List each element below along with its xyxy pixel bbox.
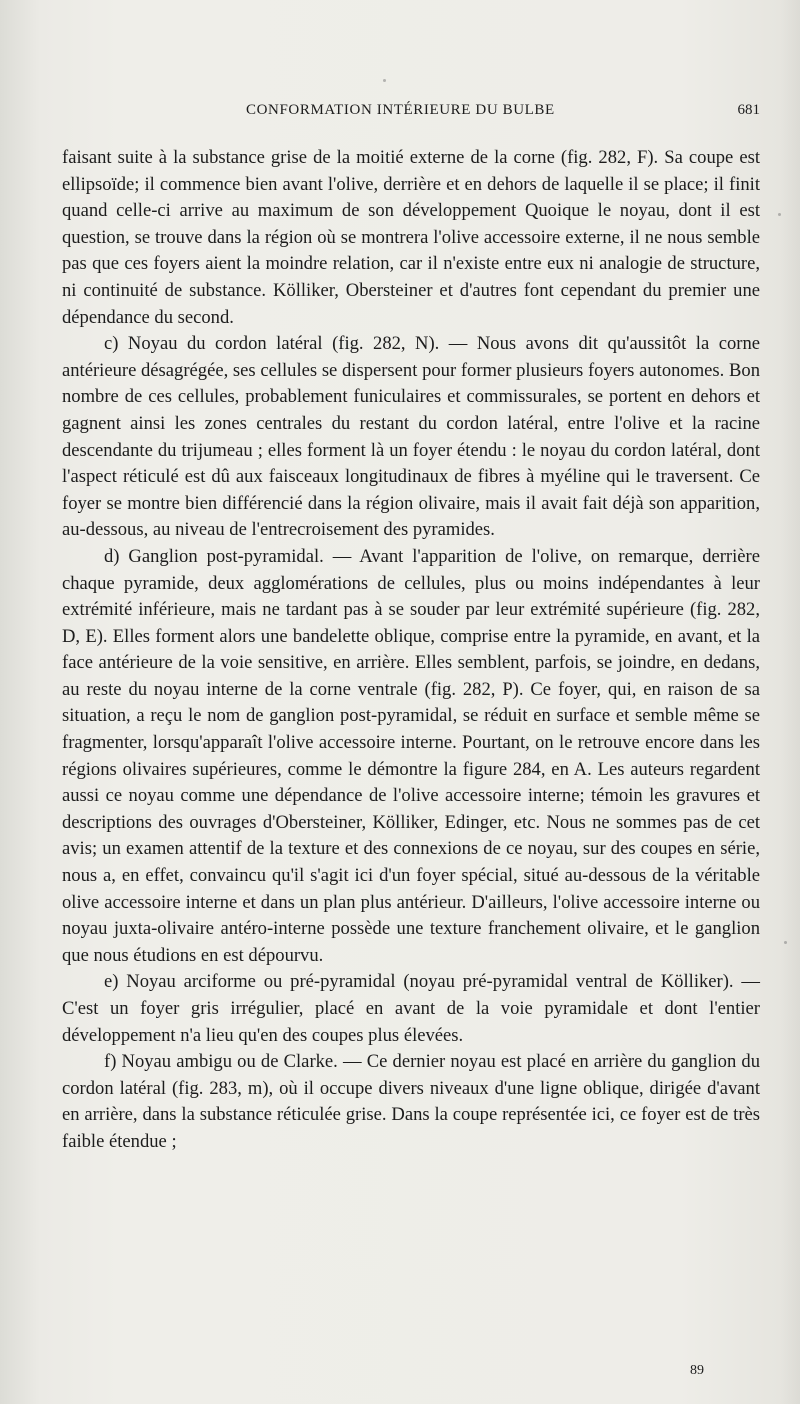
running-head: CONFORMATION INTÉRIEURE DU BULBE xyxy=(246,102,555,118)
page-number: 681 xyxy=(737,102,760,118)
page-header xyxy=(62,102,760,126)
paragraph-continuation: faisant suite à la substance grise de la moitié externe de la corne (fig. 282, F). Sa coupe est ellipsoïde; il commence bien avant l'olive, derrière et en dehors de laquelle il se place; il finit quand celle-ci arrive au maximum de son développement Quoique le noyau, dont il est question, se trouve dans la région où se montrera l'olive accessoire externe, il ne nous semble pas que ces foyers aient la moindre relation, car il n'existe entre eux ni analogie de structure, ni continuité de substance. Kölliker, Obersteiner et d'autres font cependant du premier une dépendance du second. xyxy=(62,147,760,328)
paper-speck xyxy=(778,213,781,216)
paper-speck xyxy=(383,79,386,82)
paragraph-noyau-ambigu: f) Noyau ambigu ou de Clarke. — Ce dernier noyau est placé en arrière du ganglion du cordon latéral (fig. 283, m), où il occupe divers niveaux d'une ligne oblique, dirigée d'avant en arrière, dans la substance réticulée grise. Dans la coupe représentée ici, ce foyer est de très faible étendue ; xyxy=(62,1051,760,1152)
signature-number: 89 xyxy=(690,1363,704,1378)
paper-speck xyxy=(784,941,787,944)
paragraph-noyau-arciforme: e) Noyau arciforme ou pré-pyramidal (noyau pré-pyramidal ventral de Kölliker). — C'est un foyer gris irrégulier, placé en avant de la voie pyramidale et dont l'entier développement n'a lieu qu'en des coupes plus élevées. xyxy=(62,971,760,1046)
paragraph-noyau-cordon-lateral: c) Noyau du cordon latéral (fig. 282, N). — Nous avons dit qu'aussitôt la corne antérieure désagrégée, ses cellules se dispersent pour former plusieurs foyers autonomes. Bon nombre de ces cellules, probablement funiculaires et commissurales, se portent en dehors et gagnent ainsi les zones centrales du restant du cordon latéral, entre l'olive et la racine descendante du trijumeau ; elles forment là un foyer étendu : le noyau du cordon latéral, dont l'aspect réticulé est dû aux faisceaux longitudinaux de fibres à myéline qui le traversent. Ce foyer se montre bien différencié dans la région olivaire, mais il avait fait déjà son apparition, au-dessous, au niveau de l'entrecroisement des pyramides. xyxy=(62,333,760,541)
paragraph-ganglion-post-pyramidal: d) Ganglion post-pyramidal. — Avant l'apparition de l'olive, on remarque, derrière chaque pyramide, deux agglomérations de cellules, plus ou moins indépendantes à leur extrémité inférieure, mais ne tardant pas à se souder par leur extrémité supérieure (fig. 282, D, E). Elles forment alors une bandelette oblique, comprise entre la pyramide, en avant, et la face antérieure de la voie sensitive, en arrière. Elles semblent, parfois, se joindre, en dedans, au reste du noyau interne de la corne ventrale (fig. 282, P). Ce foyer, qui, en raison de sa situation, a reçu le nom de ganglion post-pyramidal, se réduit en surface et semble même se fragmenter, lorsqu'apparaît l'olive accessoire interne. Pourtant, on le retrouve encore dans les régions olivaires supérieures, comme le démontre la figure 284, en A. Les auteurs regardent aussi ce noyau comme une dépendance de l'olive accessoire interne; témoin les gravures et descriptions des ouvrages d'Obersteiner, Kölliker, Edinger, etc. Nous ne sommes pas de cet avis; un examen attentif de la texture et des connexions de ce noyau, sur des coupes en série, nous a, en effet, convaincu qu'il s'agit ici d'un foyer spécial, situé au-dessous de la véritable olive accessoire interne et dans un plan plus antérieur. D'ailleurs, l'olive accessoire interne ou noyau juxta-olivaire antéro-interne possède une texture franchement olivaire, et le ganglion que nous étudions en est dépourvu. xyxy=(62,545,760,966)
body-text xyxy=(62,145,760,1156)
